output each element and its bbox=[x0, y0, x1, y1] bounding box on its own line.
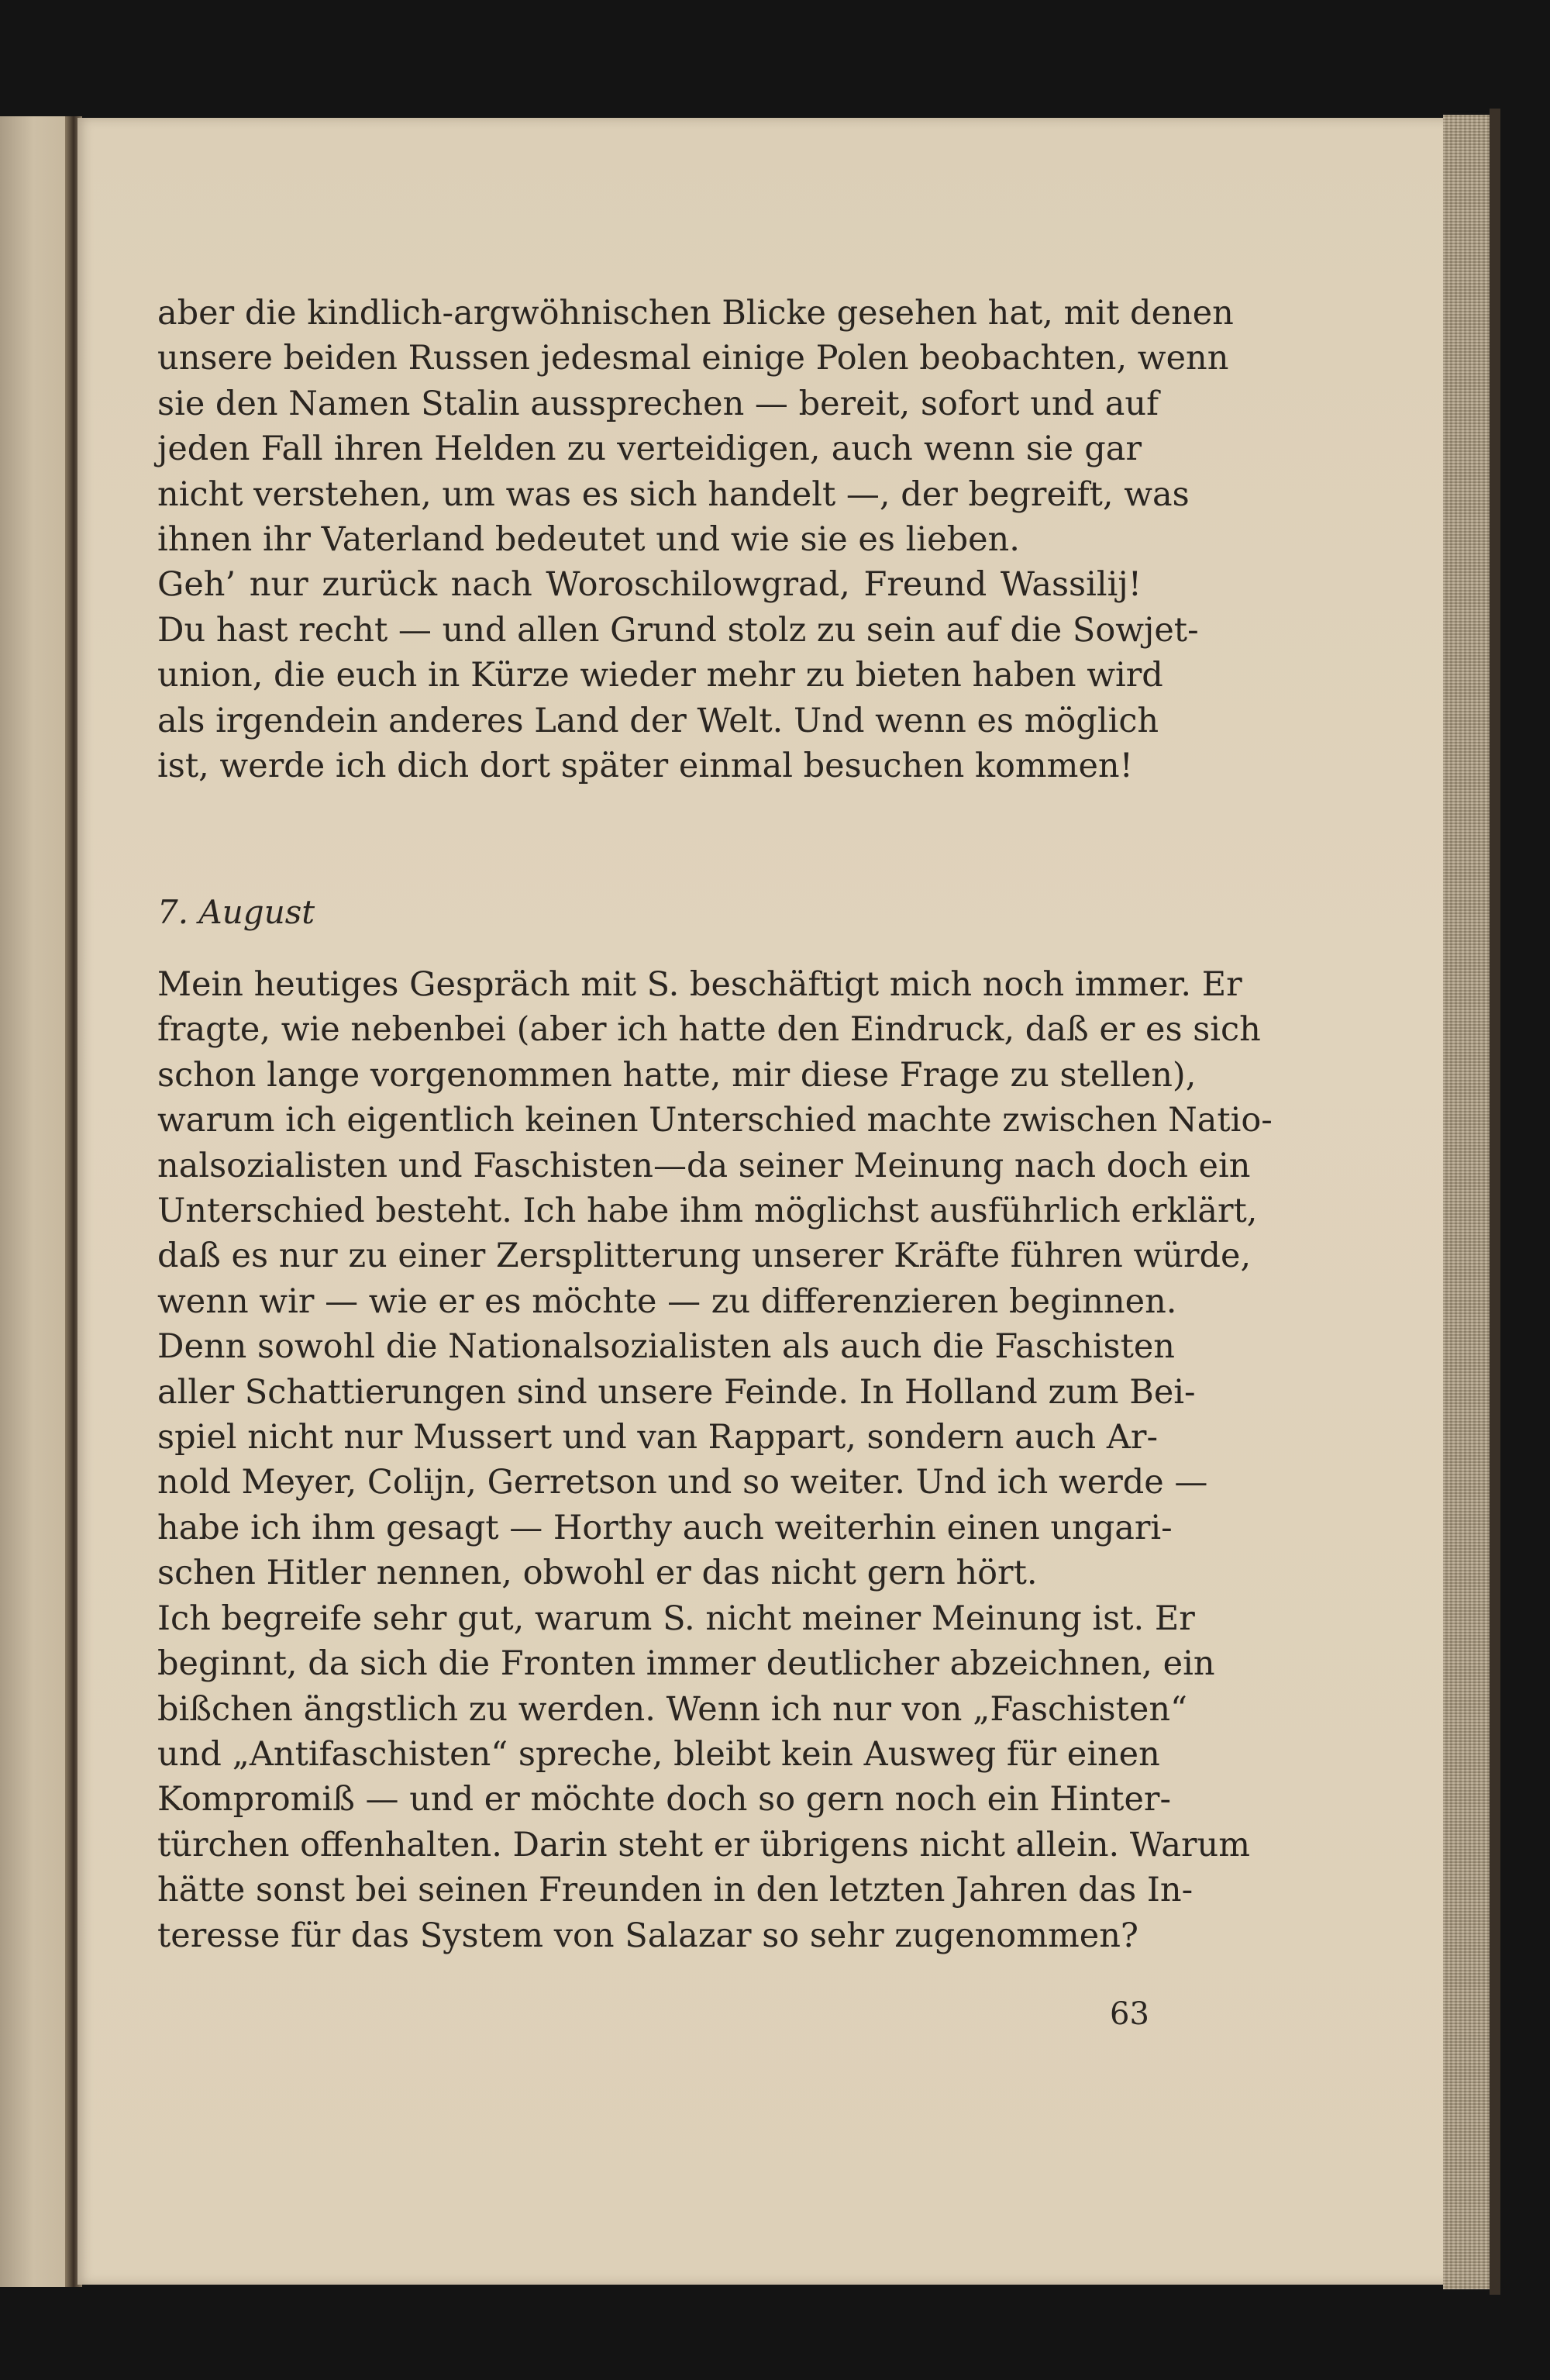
text-line: nold Meyer, Colijn, Gerretson und so weiter. Und ich werde — bbox=[157, 1463, 1208, 1502]
text-line: jeden Fall ihren Helden zu verteidigen, auch wenn sie gar bbox=[157, 429, 1142, 469]
text-line: warum ich eigentlich keinen Unterschied machte zwischen Natio- bbox=[157, 1101, 1273, 1140]
text-line: habe ich ihm gesagt — Horthy auch weiterhin einen ungari- bbox=[157, 1508, 1173, 1547]
text-line: wenn wir — wie er es möchte — zu differenzieren beginnen. bbox=[157, 1281, 1177, 1321]
text-line: türchen offenhalten. Darin steht er übrigens nicht allein. Warum bbox=[157, 1825, 1251, 1864]
text-line: beginnt, da sich die Fronten immer deutlicher abzeichnen, ein bbox=[157, 1644, 1215, 1684]
text-line: Du hast recht — und allen Grund stolz zu sein auf die Sowjet- bbox=[157, 610, 1199, 650]
text-line: daß es nur zu einer Zersplitterung unserer Kräfte führen würde, bbox=[157, 1237, 1252, 1276]
text-line: ihnen ihr Vaterland bedeutet und wie sie es lieben. bbox=[157, 520, 1020, 560]
text-line: Denn sowohl die Nationalsozialisten als auch die Faschisten bbox=[157, 1327, 1175, 1367]
text-line: Mein heutiges Gespräch mit S. beschäftigt mich noch immer. Er bbox=[157, 965, 1242, 1004]
text-line: fragte, wie nebenbei (aber ich hatte den Eindruck, daß er es sich bbox=[157, 1010, 1261, 1050]
paragraph-1 bbox=[157, 291, 1234, 788]
text-line: aller Schattierungen sind unsere Feinde. In Holland zum Bei- bbox=[157, 1372, 1196, 1412]
paragraph-2 bbox=[157, 962, 1273, 1958]
text-line: als irgendein anderes Land der Welt. Und wenn es möglich bbox=[157, 701, 1159, 740]
text-line: schen Hitler nennen, obwohl er das nicht gern hört. bbox=[157, 1554, 1038, 1593]
text-line: Geh’ nur zurück nach Woroschilowgrad, Freund Wassilij! bbox=[157, 565, 1142, 605]
text-line: ist, werde ich dich dort später einmal besuchen kommen! bbox=[157, 747, 1133, 786]
text-line: Ich begreife sehr gut, warum S. nicht meiner Meinung ist. Er bbox=[157, 1599, 1195, 1638]
text-line: nicht verstehen, um was es sich handelt —, der begreift, was bbox=[157, 474, 1190, 514]
text-line: schon lange vorgenommen hatte, mir diese Frage zu stellen), bbox=[157, 1055, 1197, 1095]
previous-page-edge bbox=[0, 116, 74, 2287]
text-line: Unterschied besteht. Ich habe ihm möglichst ausführlich erklärt, bbox=[157, 1192, 1258, 1231]
page-stack-edge bbox=[1443, 115, 1490, 2289]
text-line: Kompromiß — und er möchte doch so gern noch ein Hinter- bbox=[157, 1780, 1171, 1819]
text-line: und „Antifaschisten“ spreche, bleibt kein Ausweg für einen bbox=[157, 1734, 1160, 1774]
section-heading: 7. August bbox=[157, 893, 315, 931]
text-line: union, die euch in Kürze wieder mehr zu bieten haben wird bbox=[157, 656, 1163, 695]
text-line: unsere beiden Russen jedesmal einige Polen beobachten, wenn bbox=[157, 339, 1229, 378]
text-line: bißchen ängstlich zu werden. Wenn ich nur von „Faschisten“ bbox=[157, 1689, 1188, 1729]
page-number: 63 bbox=[1110, 1996, 1149, 2032]
text-line: hätte sonst bei seinen Freunden in den letzten Jahren das In- bbox=[157, 1871, 1194, 1910]
text-line: spiel nicht nur Mussert und van Rappart, sondern auch Ar- bbox=[157, 1418, 1158, 1457]
text-line: nalsozialisten und Faschisten—da seiner Meinung nach doch ein bbox=[157, 1146, 1251, 1185]
text-line: sie den Namen Stalin aussprechen — bereit, sofort und auf bbox=[157, 384, 1159, 423]
text-line: teresse für das System von Salazar so sehr zugenommen? bbox=[157, 1916, 1138, 1955]
text-line: aber die kindlich-argwöhnischen Blicke gesehen hat, mit denen bbox=[157, 294, 1234, 333]
book-cover-edge bbox=[1490, 109, 1500, 2295]
